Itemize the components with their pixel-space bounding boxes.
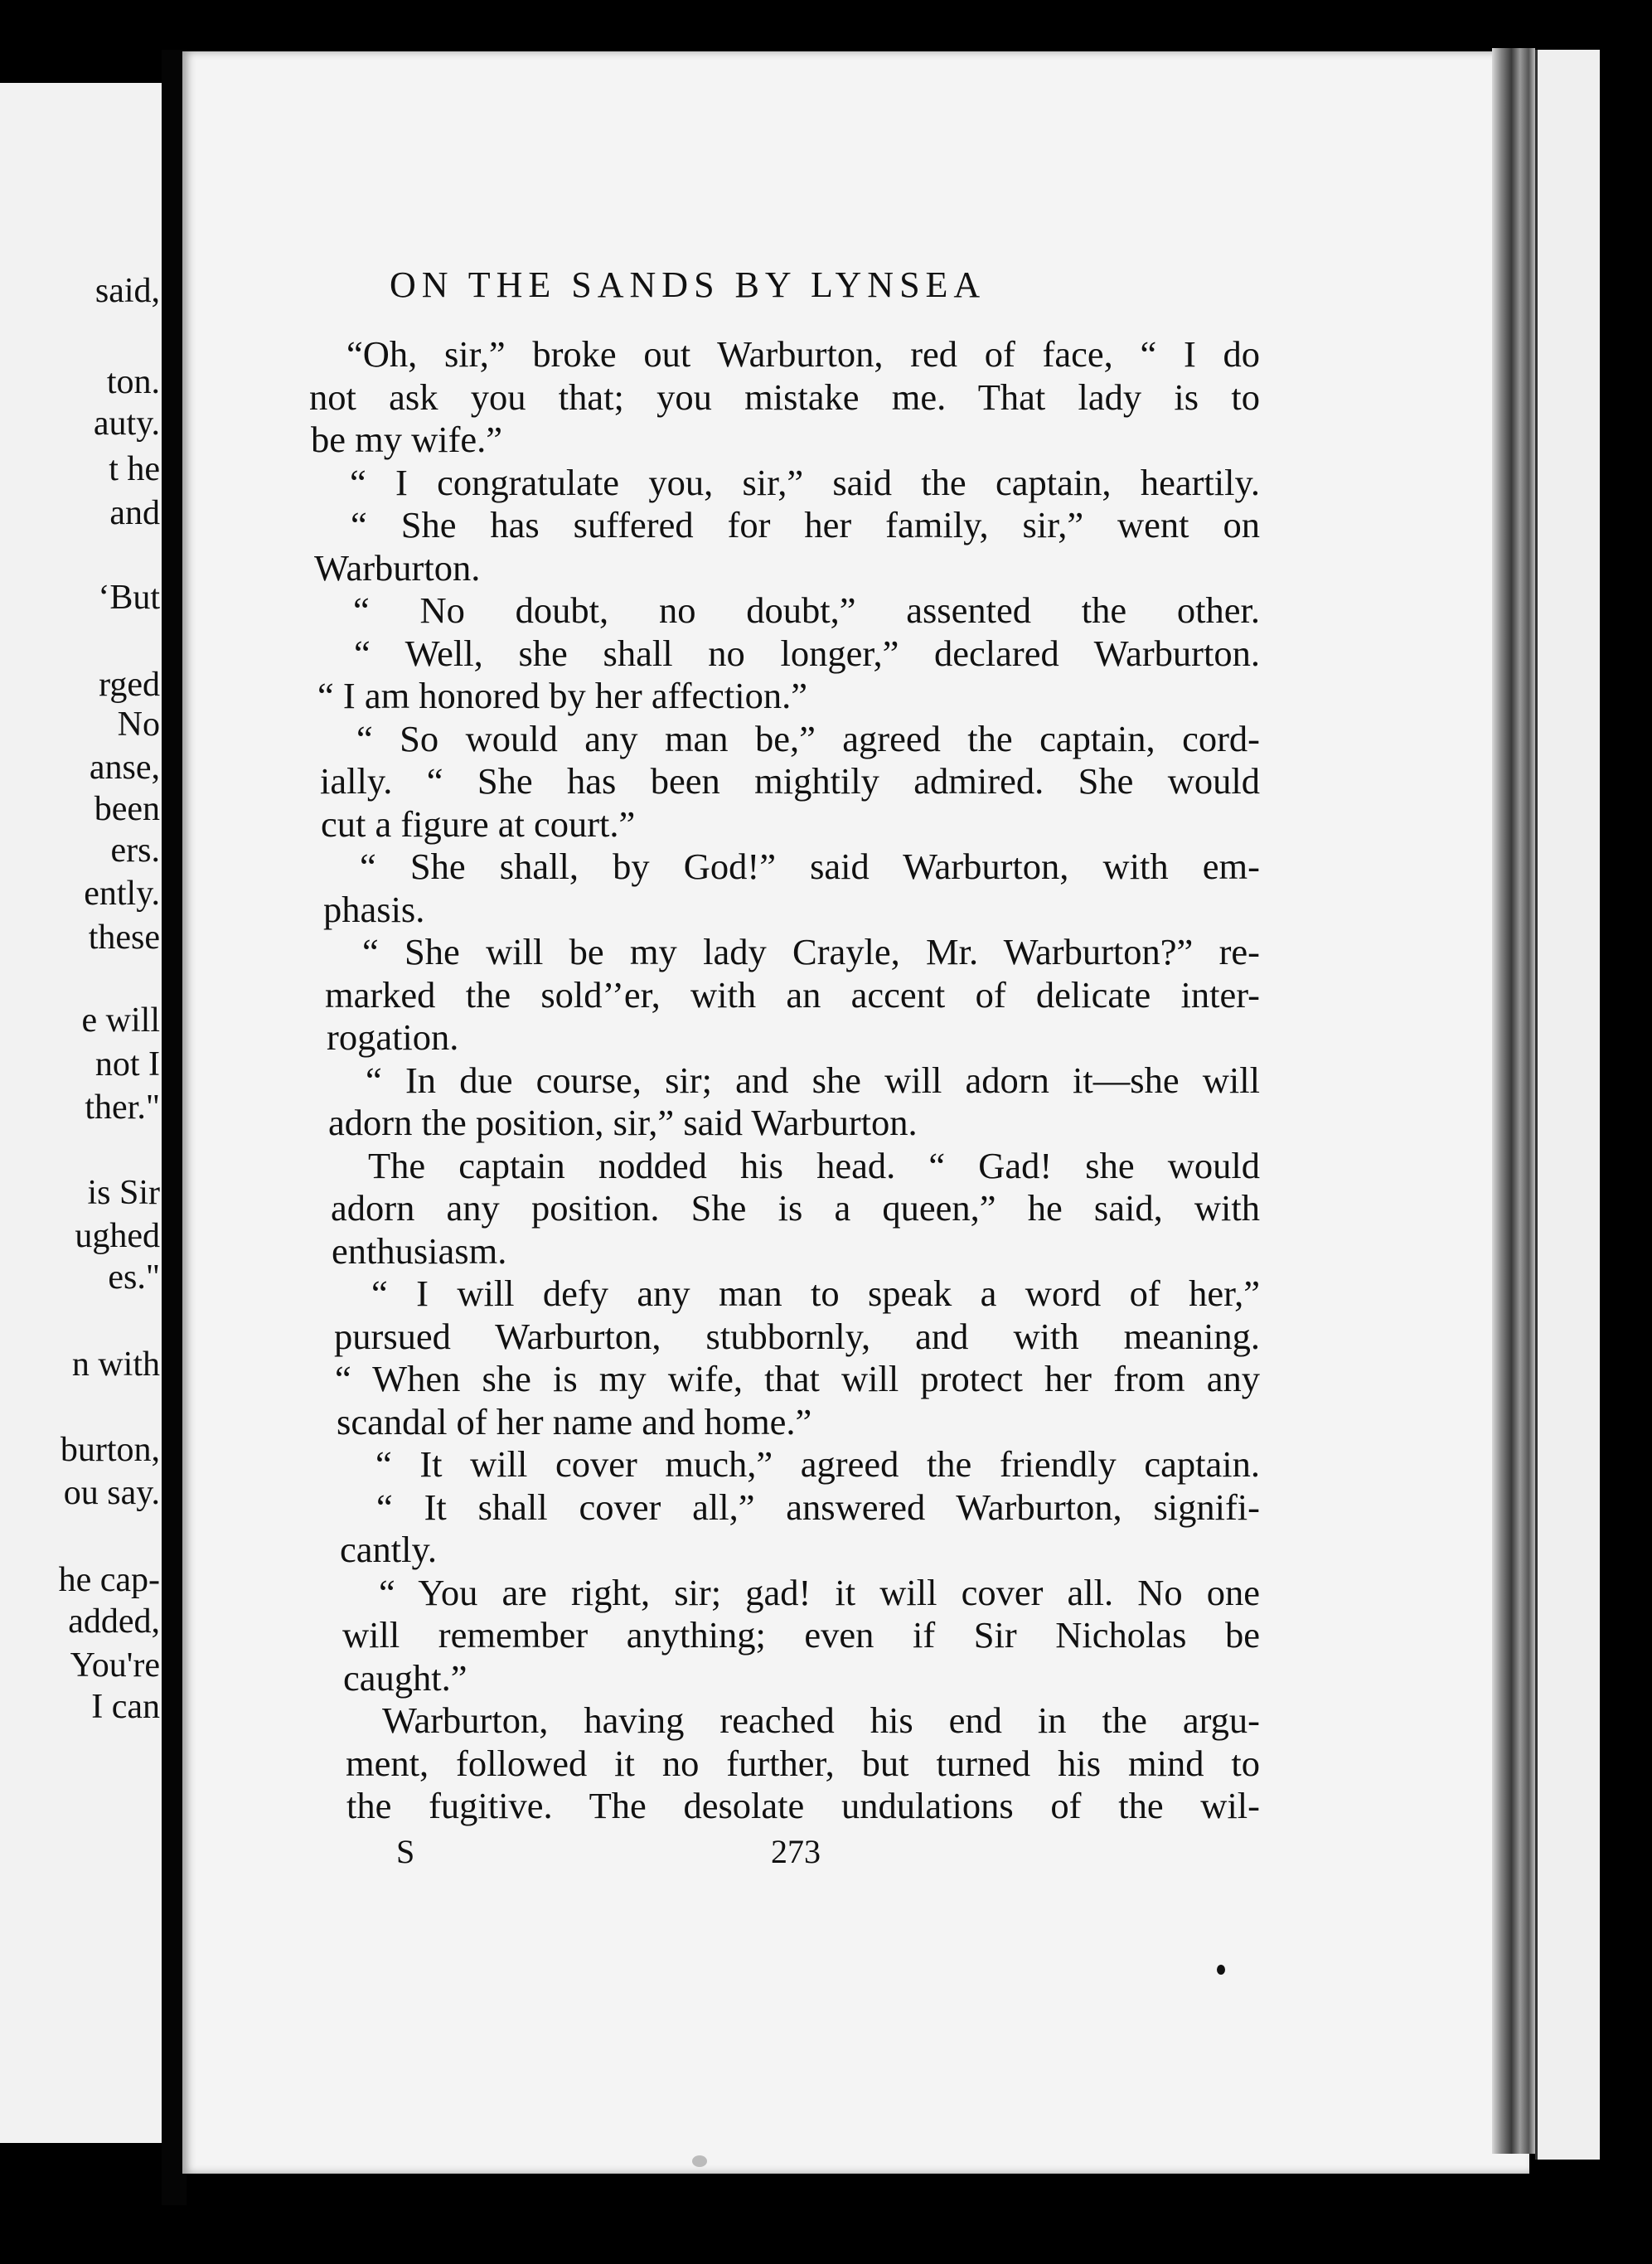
text-line: phasis. (323, 888, 425, 930)
text-line: Warburton, having reached his end in the argu- (382, 1699, 1260, 1741)
text-line: the fugitive. The desolate undulations of the wil- (346, 1785, 1260, 1826)
text-line: ially. “ She has been mightily admired. She would (320, 760, 1260, 802)
left-page-text-fragment: auty. (93, 405, 160, 443)
left-page-text-fragment: said, (94, 272, 160, 310)
signature-mark: S (396, 1833, 415, 1870)
text-line: “Oh, sir,” broke out Warburton, red of face, “ I do (346, 333, 1260, 375)
text-line: marked the sold’’er, with an accent of delicate inter- (325, 973, 1260, 1016)
left-page-text-fragment: these (88, 919, 160, 957)
body-text (308, 333, 1260, 1828)
left-page-text-fragment: burton, (60, 1431, 160, 1469)
left-page-text-fragment: rged (99, 666, 160, 704)
left-page-text-fragment: ‘But (98, 579, 160, 617)
left-page-text-fragment: ughed (75, 1217, 160, 1255)
text-line: scandal of her name and home.” (337, 1400, 812, 1442)
left-page-text-fragment: and (109, 494, 160, 532)
left-page-text-fragment: added, (68, 1602, 160, 1641)
ink-speck (692, 2155, 707, 2167)
text-line: rogation. (327, 1016, 459, 1058)
text-line: not ask you that; you mistake me. That lady is to (309, 376, 1260, 418)
page-footer (0, 1832, 1652, 1882)
left-page-text-fragment: ou say. (63, 1474, 160, 1512)
text-line: “ So would any man be,” agreed the captain, cord- (356, 717, 1260, 759)
text-line: “ She shall, by God!” said Warburton, with em- (360, 846, 1260, 887)
ink-speck (1217, 1965, 1225, 1975)
running-head: ON THE SANDS BY LYNSEA (390, 264, 986, 305)
text-line: cantly. (340, 1529, 437, 1570)
text-line: “ No doubt, no doubt,” assented the other. (353, 589, 1260, 631)
text-line: ment, followed it no further, but turned his mind to (346, 1742, 1260, 1784)
left-page-text-fragment: t he (109, 450, 160, 488)
text-line: “ It shall cover all,” answered Warburton, signifi- (376, 1486, 1260, 1528)
text-line: “ You are right, sir; gad! it will cover all. No one (379, 1571, 1260, 1613)
text-line: will remember anything; even if Sir Nicholas be (342, 1614, 1260, 1656)
text-line: enthusiasm. (332, 1229, 507, 1272)
text-line: “ She will be my lady Crayle, Mr. Warburton?” re- (362, 931, 1260, 972)
text-line: Warburton. (314, 546, 481, 589)
left-page-text-fragment: anse, (89, 749, 160, 787)
left-page-text-fragment: e will (81, 1001, 160, 1040)
left-page-text-fragment: is Sir (87, 1174, 160, 1212)
text-line: be my wife.” (311, 419, 503, 460)
left-page-text-fragment: not I (94, 1045, 160, 1084)
text-line: adorn the position, sir,” said Warburton. (328, 1102, 918, 1143)
text-line: caught.” (343, 1656, 468, 1699)
left-page-text-fragment: I can (91, 1688, 160, 1726)
text-line: “ It will cover much,” agreed the friendly captain. (375, 1443, 1260, 1485)
text-line: “ When she is my wife, that will protect her from any (335, 1358, 1260, 1399)
text-line: adorn any position. She is a queen,” he said, with (331, 1187, 1260, 1229)
text-line: pursued Warburton, stubbornly, and with meaning. (334, 1315, 1260, 1357)
text-line: “ I congratulate you, sir,” said the captain, heartily. (350, 461, 1260, 503)
text-line: The captain nodded his head. “ Gad! she would (368, 1144, 1260, 1186)
left-page-text-fragment: You're (70, 1646, 160, 1685)
left-page-text-fragment: ently. (84, 875, 160, 913)
text-line: “ In due course, sir; and she will adorn it—she will (366, 1059, 1260, 1101)
left-page-text-fragment: n with (71, 1345, 160, 1384)
text-line: “ Well, she shall no longer,” declared Warburton. (354, 632, 1260, 674)
text-line: “ She has suffered for her family, sir,” went on (351, 504, 1260, 545)
left-page-text-fragment: ers. (110, 831, 160, 870)
left-page-text-fragment: ton. (106, 363, 160, 401)
left-page-text-fragment: he cap- (58, 1561, 160, 1599)
left-page-text-fragment: been (94, 790, 160, 828)
text-line: “ I am honored by her affection.” (317, 675, 808, 716)
left-page-text-fragment: No (117, 705, 160, 744)
page-number: 273 (771, 1833, 821, 1870)
left-page-text-fragment: ther." (85, 1088, 160, 1127)
left-page-text-fragment: es." (108, 1258, 160, 1297)
text-line: cut a figure at court.” (321, 802, 636, 845)
text-line: “ I will defy any man to speak a word of her,” (371, 1273, 1260, 1314)
